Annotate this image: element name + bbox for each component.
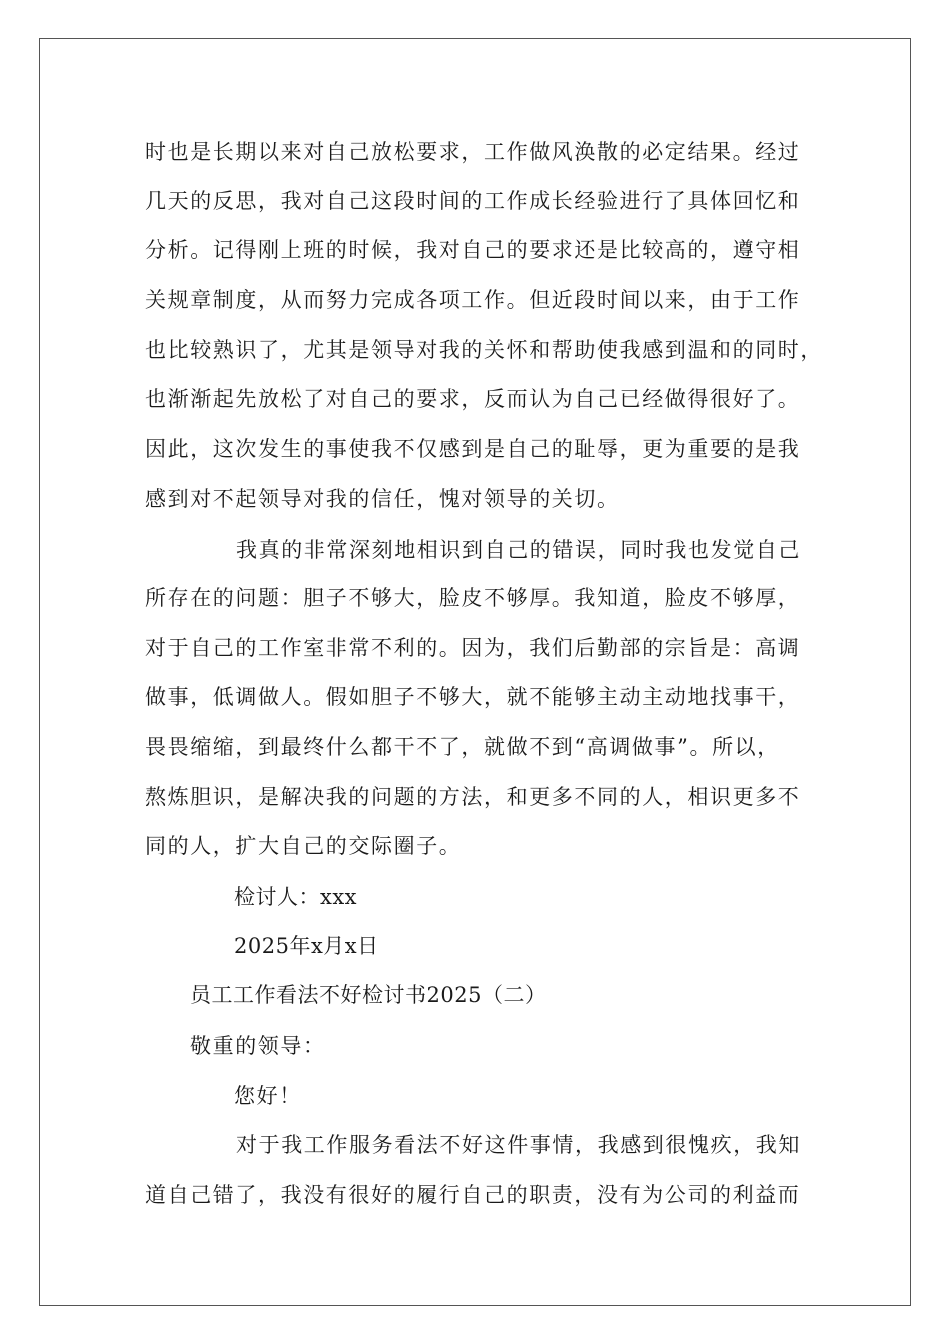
date: 2025年x月x日 xyxy=(234,934,379,958)
paragraph-1-line-6: 也渐渐起先放松了对自己的要求，反而认为自己已经做得很好了。 xyxy=(145,387,801,411)
salutation: 敬重的领导： xyxy=(190,1034,326,1058)
paragraph-1-line-7: 因此，这次发生的事使我不仅感到是自己的耻辱，更为重要的是我 xyxy=(145,437,801,461)
paragraph-2-line-2: 所存在的问题：胆子不够大，脸皮不够厚。我知道，脸皮不够厚， xyxy=(145,586,801,610)
paragraph-2-line-4: 做事，低调做人。假如胆子不够大，就不能够主动主动地找事干， xyxy=(145,685,801,709)
paragraph-2-line-3: 对于自己的工作室非常不利的。因为，我们后勤部的宗旨是：高调 xyxy=(145,636,801,660)
paragraph-1-line-5: 也比较熟识了，尤其是领导对我的关怀和帮助使我感到温和的同时， xyxy=(145,338,823,362)
paragraph-2-line-1: 我真的非常深刻地相识到自己的错误，同时我也发觉自己 xyxy=(236,538,801,562)
paragraph-1-line-3: 分析。记得刚上班的时候，我对自己的要求还是比较高的，遵守相 xyxy=(145,238,801,262)
paragraph-3-line-2: 道自己错了，我没有很好的履行自己的职责，没有为公司的利益而 xyxy=(145,1183,801,1207)
paragraph-1-line-1: 时也是长期以来对自己放松要求，工作做风涣散的必定结果。经过 xyxy=(145,140,801,164)
paragraph-2-line-6: 熬炼胆识，是解决我的问题的方法，和更多不同的人，相识更多不 xyxy=(145,785,801,809)
paragraph-2-line-7: 同的人，扩大自己的交际圈子。 xyxy=(145,834,462,858)
paragraph-1-line-2: 几天的反思，我对自己这段时间的工作成长经验进行了具体回忆和 xyxy=(145,189,801,213)
paragraph-3-line-1: 对于我工作服务看法不好这件事情，我感到很愧疚，我知 xyxy=(236,1133,801,1157)
signature: 检讨人：xxx xyxy=(234,885,358,909)
paragraph-1-line-4: 关规章制度，从而努力完成各项工作。但近段时间以来，由于工作 xyxy=(145,288,801,312)
document-title-2: 员工工作看法不好检讨书2025（二） xyxy=(190,983,547,1007)
greeting: 您好！ xyxy=(234,1084,302,1108)
paragraph-1-line-8: 感到对不起领导对我的信任，愧对领导的关切。 xyxy=(145,487,620,511)
paragraph-2-line-5: 畏畏缩缩，到最终什么都干不了，就做不到“高调做事”。所以， xyxy=(145,735,780,759)
page-border xyxy=(39,38,911,1306)
